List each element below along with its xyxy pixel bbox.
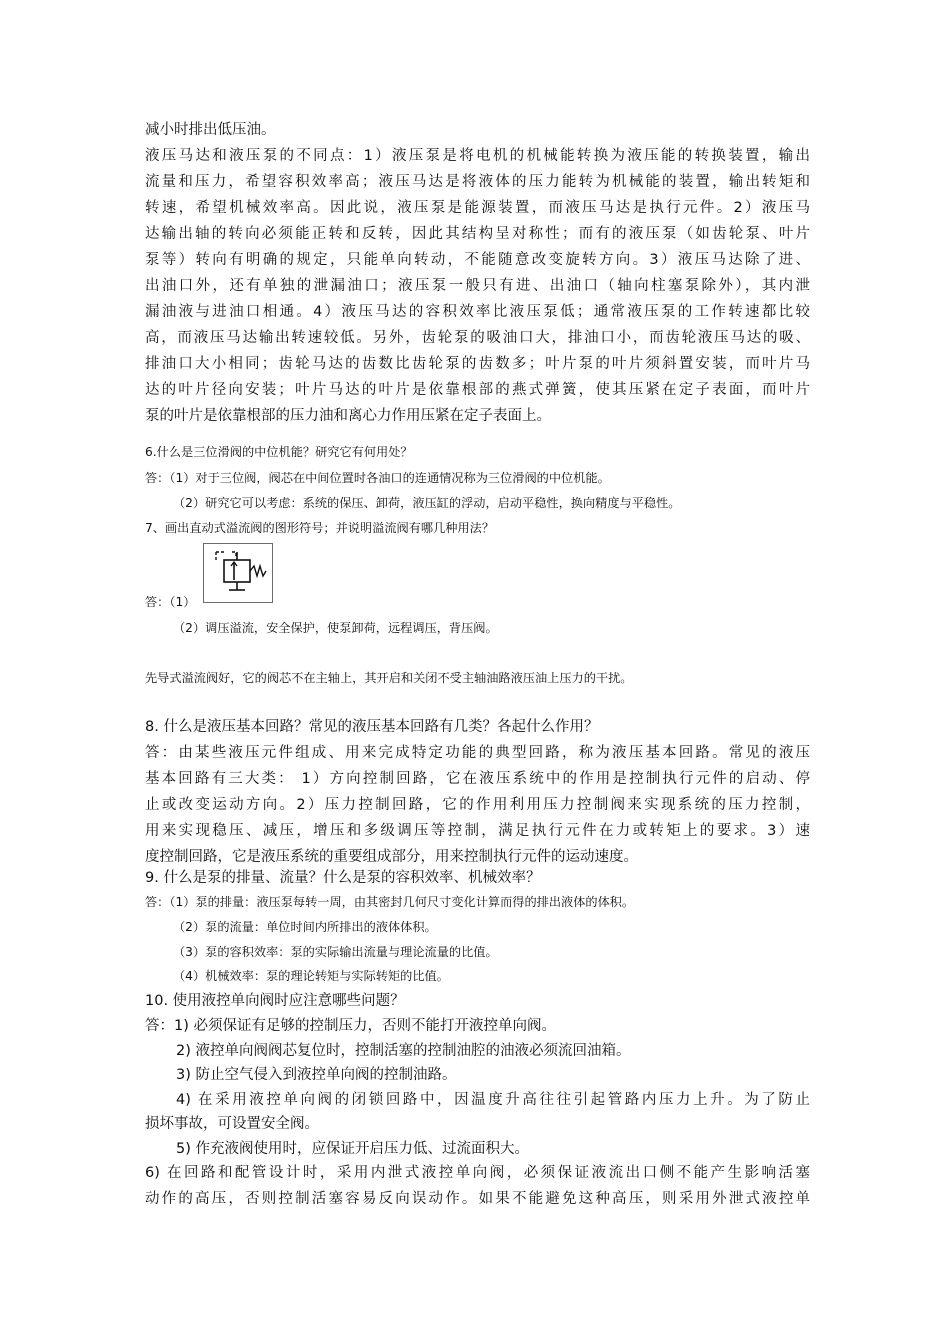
text-line: 动作的高压，否则控制活塞容易反向误动作。如果不能避免这种高压，则采用外泄式液控单 <box>145 1191 810 1207</box>
question-9: 9. 什么是泵的排量、流量？什么是泵的容积效率、机械效率？ <box>145 870 541 886</box>
text-line: 达输出轴的转向必须能正转和反转，因此其结构呈对称性；而有的液压泵（如齿轮泵、叶片 <box>145 226 810 242</box>
answer-10-item-3: 3) 防止空气侵入到液控单向阀的控制油路。 <box>176 1067 457 1083</box>
text-line: 基本回路有三大类： 1）方向控制回路，它在液压系统中的作用是控制执行元件的启动、停 <box>145 771 810 787</box>
answer-7-note: 先导式溢流阀好，它的阀芯不在主轴上，其开启和关闭不受主轴油路液压油上压力的干扰。 <box>145 671 633 685</box>
text-line: 流量和压力，希望容积效率高；液压马达是将液体的压力能转为机械能的装置，输出转矩和 <box>145 174 810 190</box>
answer-8 <box>145 740 810 870</box>
text-line: 转速，希望机械效率高。因此说，液压泵是能源装置，而液压马达是执行元件。2）液压马 <box>145 200 810 216</box>
text-line: 高，而液压马达输出转速较低。另外，齿轮泵的吸油口大，排油口小，而齿轮液压马达的吸、 <box>145 330 810 346</box>
relief-valve-symbol-drawing <box>204 544 272 602</box>
text-line: 减小时排出低压油。 <box>145 122 276 138</box>
text-line: 止或改变运动方向。2）压力控制回路，它的作用利用压力控制阀来实现系统的压力控制， <box>145 797 810 813</box>
answer-9-part-3: （3）泵的容积效率：泵的实际输出流量与理论流量的比值。 <box>173 945 498 959</box>
text-line: 泵的叶片是依靠根部的压力油和离心力作用压紧在定子表面上。 <box>145 408 551 424</box>
text-line: 度控制回路，它是液压系统的重要组成部分，用来控制执行元件的运动速度。 <box>145 849 638 865</box>
answer-10-item-4-line-2: 损坏事故，可设置安全阀。 <box>145 1116 319 1132</box>
text-line: 排油口大小相同；齿轮马达的齿数比齿轮泵的齿数多；叶片泵的叶片须斜置安装，而叶片马 <box>145 356 810 372</box>
answer-10-item-2: 2) 液控单向阀阀芯复位时，控制活塞的控制油腔的油液必须流回油箱。 <box>176 1043 631 1059</box>
text-line: 用来实现稳压、减压，增压和多级调压等控制，满足执行元件在力或转矩上的要求。3）速 <box>145 823 810 839</box>
question-7: 7、画出直动式溢流阀的图形符号；并说明溢流阀有哪几种用法？ <box>145 521 495 535</box>
text-line: 漏油液与进油口相通。4）液压马达的容积效率比液压泵低；通常液压泵的工作转速都比较 <box>145 304 810 320</box>
answer-7-part-2: （2）调压溢流，安全保护，使泵卸荷，远程调压，背压阀。 <box>173 621 498 635</box>
text-line: 液压马达和液压泵的不同点：1）液压泵是将电机的机械能转换为液压能的转换装置，输出 <box>145 148 810 164</box>
question-8: 8. 什么是液压基本回路？常见的液压基本回路有几类？各起什么作用？ <box>145 719 599 735</box>
answer-9-part-2: （2）泵的流量：单位时间内所排出的液体体积。 <box>173 920 437 934</box>
question-10: 10. 使用液控单向阀时应注意哪些问题？ <box>145 993 405 1009</box>
answer-10-item-5: 5) 作充液阀使用时，应保证开启压力低、过流面积大。 <box>176 1141 529 1157</box>
answer-10-item-1: 答：1) 必须保证有足够的控制压力，否则不能打开液控单向阀。 <box>145 1018 556 1034</box>
text-line: 达的叶片径向安装；叶片马达的叶片是依靠根部的燕式弹簧，使其压紧在定子表面，而叶片 <box>145 382 810 398</box>
question-6: 6.什么是三位滑阀的中位机能？研究它有何用处？ <box>145 445 413 459</box>
answer-6-part-2: （2）研究它可以考虑：系统的保压、卸荷，液压缸的浮动，启动平稳性，换向精度与平稳性。 <box>173 496 681 510</box>
text-line: 出油口外，还有单独的泄漏油口；液压泵一般只有进、出油口（轴向柱塞泵除外），其内泄 <box>145 278 810 294</box>
answer-9-part-4: （4）机械效率：泵的理论转矩与实际转矩的比值。 <box>173 969 449 983</box>
text-line: 泵等）转向有明确的规定，只能单向转动，不能随意改变旋转方向。3）液压马达除了进、 <box>145 252 810 268</box>
answer-7-part-1: 答：（1） <box>145 595 196 609</box>
text-line: 4) 在采用液控单向阀的闭锁回路中，因温度升高往往引起管路内压力上升。为了防止 <box>176 1092 810 1108</box>
answer-9-part-1: 答：（1）泵的排量：液压泵每转一周，由其密封几何尺寸变化计算而得的排出液体的体积。 <box>145 895 635 909</box>
answer-10-item-6 <box>145 1160 810 1212</box>
text-line: 6) 在回路和配管设计时，采用内泄式液控单向阀，必须保证液流出口侧不能产生影响活塞 <box>145 1165 810 1181</box>
relief-valve-symbol <box>203 543 273 603</box>
text-line: 答：由某些液压元件组成、用来完成特定功能的典型回路，称为液压基本回路。常见的液压 <box>145 745 810 761</box>
answer-6-part-1: 答：（1）对于三位阀，阀芯在中间位置时各油口的连通情况称为三位滑阀的中位机能。 <box>145 471 610 485</box>
paragraph-motor-pump <box>145 117 810 429</box>
answer-10-item-4-line-1 <box>176 1087 810 1113</box>
